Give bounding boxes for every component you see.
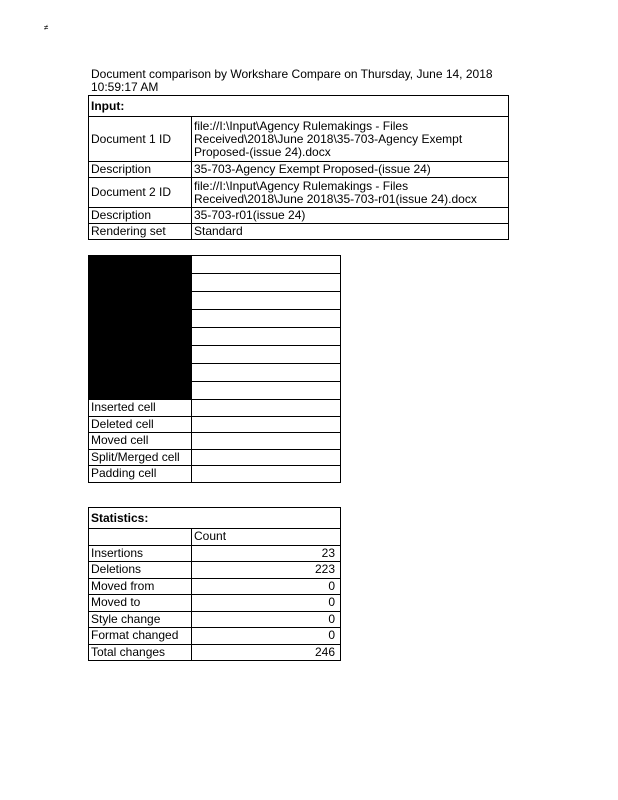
input-row-value: file://I:\Input\Agency Rulemakings - Files Received\2018\June 2018\35-703-r01(issue 24).docx — [192, 178, 509, 208]
stat-value: 0 — [192, 611, 341, 628]
redacted-cell — [89, 364, 192, 382]
redacted-cell — [89, 256, 192, 274]
stat-label: Moved to — [89, 595, 192, 612]
stat-value: 246 — [192, 644, 341, 661]
legend-swatch — [192, 449, 341, 466]
legend-swatch — [192, 274, 341, 292]
input-row-label: Description — [89, 208, 192, 224]
input-row-label: Description — [89, 162, 192, 178]
stat-value: 223 — [192, 562, 341, 579]
input-table — [88, 95, 509, 240]
redacted-cell — [89, 292, 192, 310]
legend-swatch — [192, 292, 341, 310]
redacted-cell — [89, 346, 192, 364]
legend-label: Inserted cell — [89, 400, 192, 417]
stat-label: Total changes — [89, 644, 192, 661]
input-row-value: 35-703-Agency Exempt Proposed-(issue 24) — [192, 162, 509, 178]
legend-table — [88, 255, 341, 483]
statistics-table — [88, 507, 341, 661]
redacted-cell — [89, 310, 192, 328]
statistics-title: Statistics: — [89, 508, 341, 529]
corner-mark: ≠ — [44, 23, 49, 32]
stat-label: Deletions — [89, 562, 192, 579]
statistics-empty-header — [89, 529, 192, 546]
stat-value: 0 — [192, 578, 341, 595]
document-heading: Document comparison by Workshare Compare on Thursday, June 14, 2018 10:59:17 AM — [91, 67, 493, 94]
input-row-label: Rendering set — [89, 224, 192, 240]
redacted-cell — [89, 274, 192, 292]
stat-value: 23 — [192, 545, 341, 562]
stat-label: Format changed — [89, 628, 192, 645]
stat-label: Insertions — [89, 545, 192, 562]
redacted-cell — [89, 382, 192, 400]
redacted-cell — [89, 328, 192, 346]
legend-swatch — [192, 256, 341, 274]
legend-swatch — [192, 466, 341, 483]
legend-label: Deleted cell — [89, 416, 192, 433]
legend-label: Moved cell — [89, 433, 192, 450]
legend-swatch — [192, 382, 341, 400]
legend-swatch — [192, 416, 341, 433]
legend-swatch — [192, 433, 341, 450]
stat-value: 0 — [192, 628, 341, 645]
legend-swatch — [192, 364, 341, 382]
legend-label: Padding cell — [89, 466, 192, 483]
legend-label: Split/Merged cell — [89, 449, 192, 466]
input-row-value: Standard — [192, 224, 509, 240]
legend-swatch — [192, 346, 341, 364]
input-row-label: Document 2 ID — [89, 178, 192, 208]
stat-value: 0 — [192, 595, 341, 612]
input-row-value: file://I:\Input\Agency Rulemakings - Files Received\2018\June 2018\35-703-Agency Exempt Proposed-(issue 24).docx — [192, 117, 509, 162]
legend-swatch — [192, 310, 341, 328]
input-row-label: Document 1 ID — [89, 117, 192, 162]
stat-label: Style change — [89, 611, 192, 628]
legend-swatch — [192, 400, 341, 417]
input-row-value: 35-703-r01(issue 24) — [192, 208, 509, 224]
legend-swatch — [192, 328, 341, 346]
stat-label: Moved from — [89, 578, 192, 595]
count-header: Count — [192, 529, 341, 546]
input-section-title: Input: — [89, 96, 509, 117]
